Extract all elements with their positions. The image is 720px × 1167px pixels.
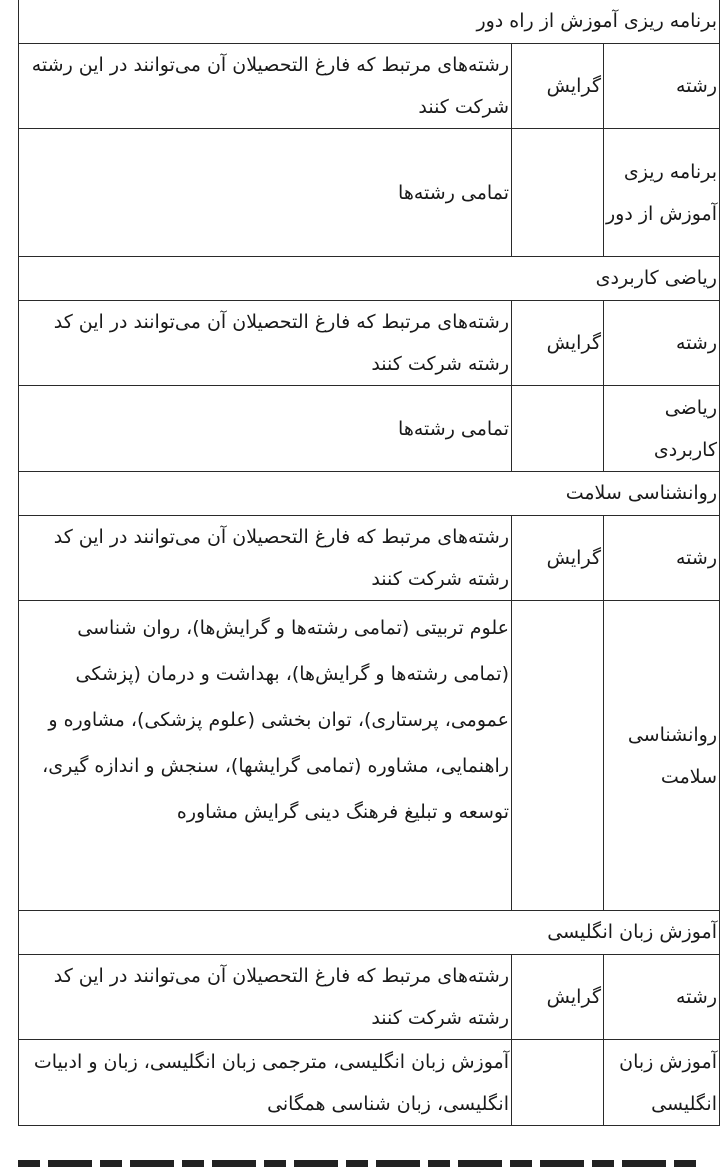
header-related: رشته‌های مرتبط که فارغ التحصیلان آن می‌توانند در این رشته شرکت کنند	[19, 44, 512, 129]
cell-field: آموزش زبان انگلیسی	[604, 1040, 720, 1126]
cell-related: تمامی رشته‌ها	[19, 386, 512, 472]
cell-trend	[512, 386, 604, 472]
section-title: روانشناسی سلامت	[19, 472, 720, 516]
header-related: رشته‌های مرتبط که فارغ التحصیلان آن می‌توانند در این کد رشته شرکت کنند	[19, 955, 512, 1040]
header-related: رشته‌های مرتبط که فارغ التحصیلان آن می‌توانند در این کد رشته شرکت کنند	[19, 516, 512, 601]
section-title-row	[19, 911, 720, 955]
cell-trend	[512, 129, 604, 257]
cell-related: تمامی رشته‌ها	[19, 129, 512, 257]
header-related: رشته‌های مرتبط که فارغ التحصیلان آن می‌توانند در این کد رشته شرکت کنند	[19, 301, 512, 386]
table-row	[19, 129, 720, 257]
table-row	[19, 601, 720, 911]
section-title-row	[19, 257, 720, 301]
cell-field: برنامه ریزی آموزش از دور	[604, 129, 720, 257]
cell-field: روانشناسی سلامت	[604, 601, 720, 911]
header-field: رشته	[604, 301, 720, 386]
cut-off-text-fragment	[0, 1160, 720, 1167]
section-title: آموزش زبان انگلیسی	[19, 911, 720, 955]
header-trend: گرایش	[512, 516, 604, 601]
table-row	[19, 1040, 720, 1126]
header-trend: گرایش	[512, 301, 604, 386]
header-field: رشته	[604, 955, 720, 1040]
cell-related: آموزش زبان انگلیسی، مترجمی زبان انگلیسی، زبان و ادبیات انگلیسی، زبان شناسی همگانی	[19, 1040, 512, 1126]
programs-table	[18, 0, 720, 1126]
header-field: رشته	[604, 44, 720, 129]
table-header-row	[19, 516, 720, 601]
table-row	[19, 386, 720, 472]
section-title-row	[19, 472, 720, 516]
cell-trend	[512, 601, 604, 911]
table-header-row	[19, 955, 720, 1040]
section-title: ریاضی کاربردی	[19, 257, 720, 301]
header-trend: گرایش	[512, 44, 604, 129]
header-field: رشته	[604, 516, 720, 601]
cell-trend	[512, 1040, 604, 1126]
section-title: برنامه ریزی آموزش از راه دور	[19, 0, 720, 44]
table-header-row	[19, 44, 720, 129]
cell-field: ریاضی کاربردی	[604, 386, 720, 472]
header-trend: گرایش	[512, 955, 604, 1040]
cell-related: علوم تربیتی (تمامی رشته‌ها و گرایش‌ها)، روان شناسی (تمامی رشته‌ها و گرایش‌ها)، بهداشت و درمان (پزشکی عمومی، پرستاری)، توان بخشی (علوم پزشکی)، مشاوره و راهنمایی، مشاوره (تمامی گرایشها)، سنجش و اندازه گیری، توسعه و تبلیغ فرهنگ دینی گرایش مشاوره	[19, 601, 512, 911]
table-header-row	[19, 301, 720, 386]
section-title-row	[19, 0, 720, 44]
